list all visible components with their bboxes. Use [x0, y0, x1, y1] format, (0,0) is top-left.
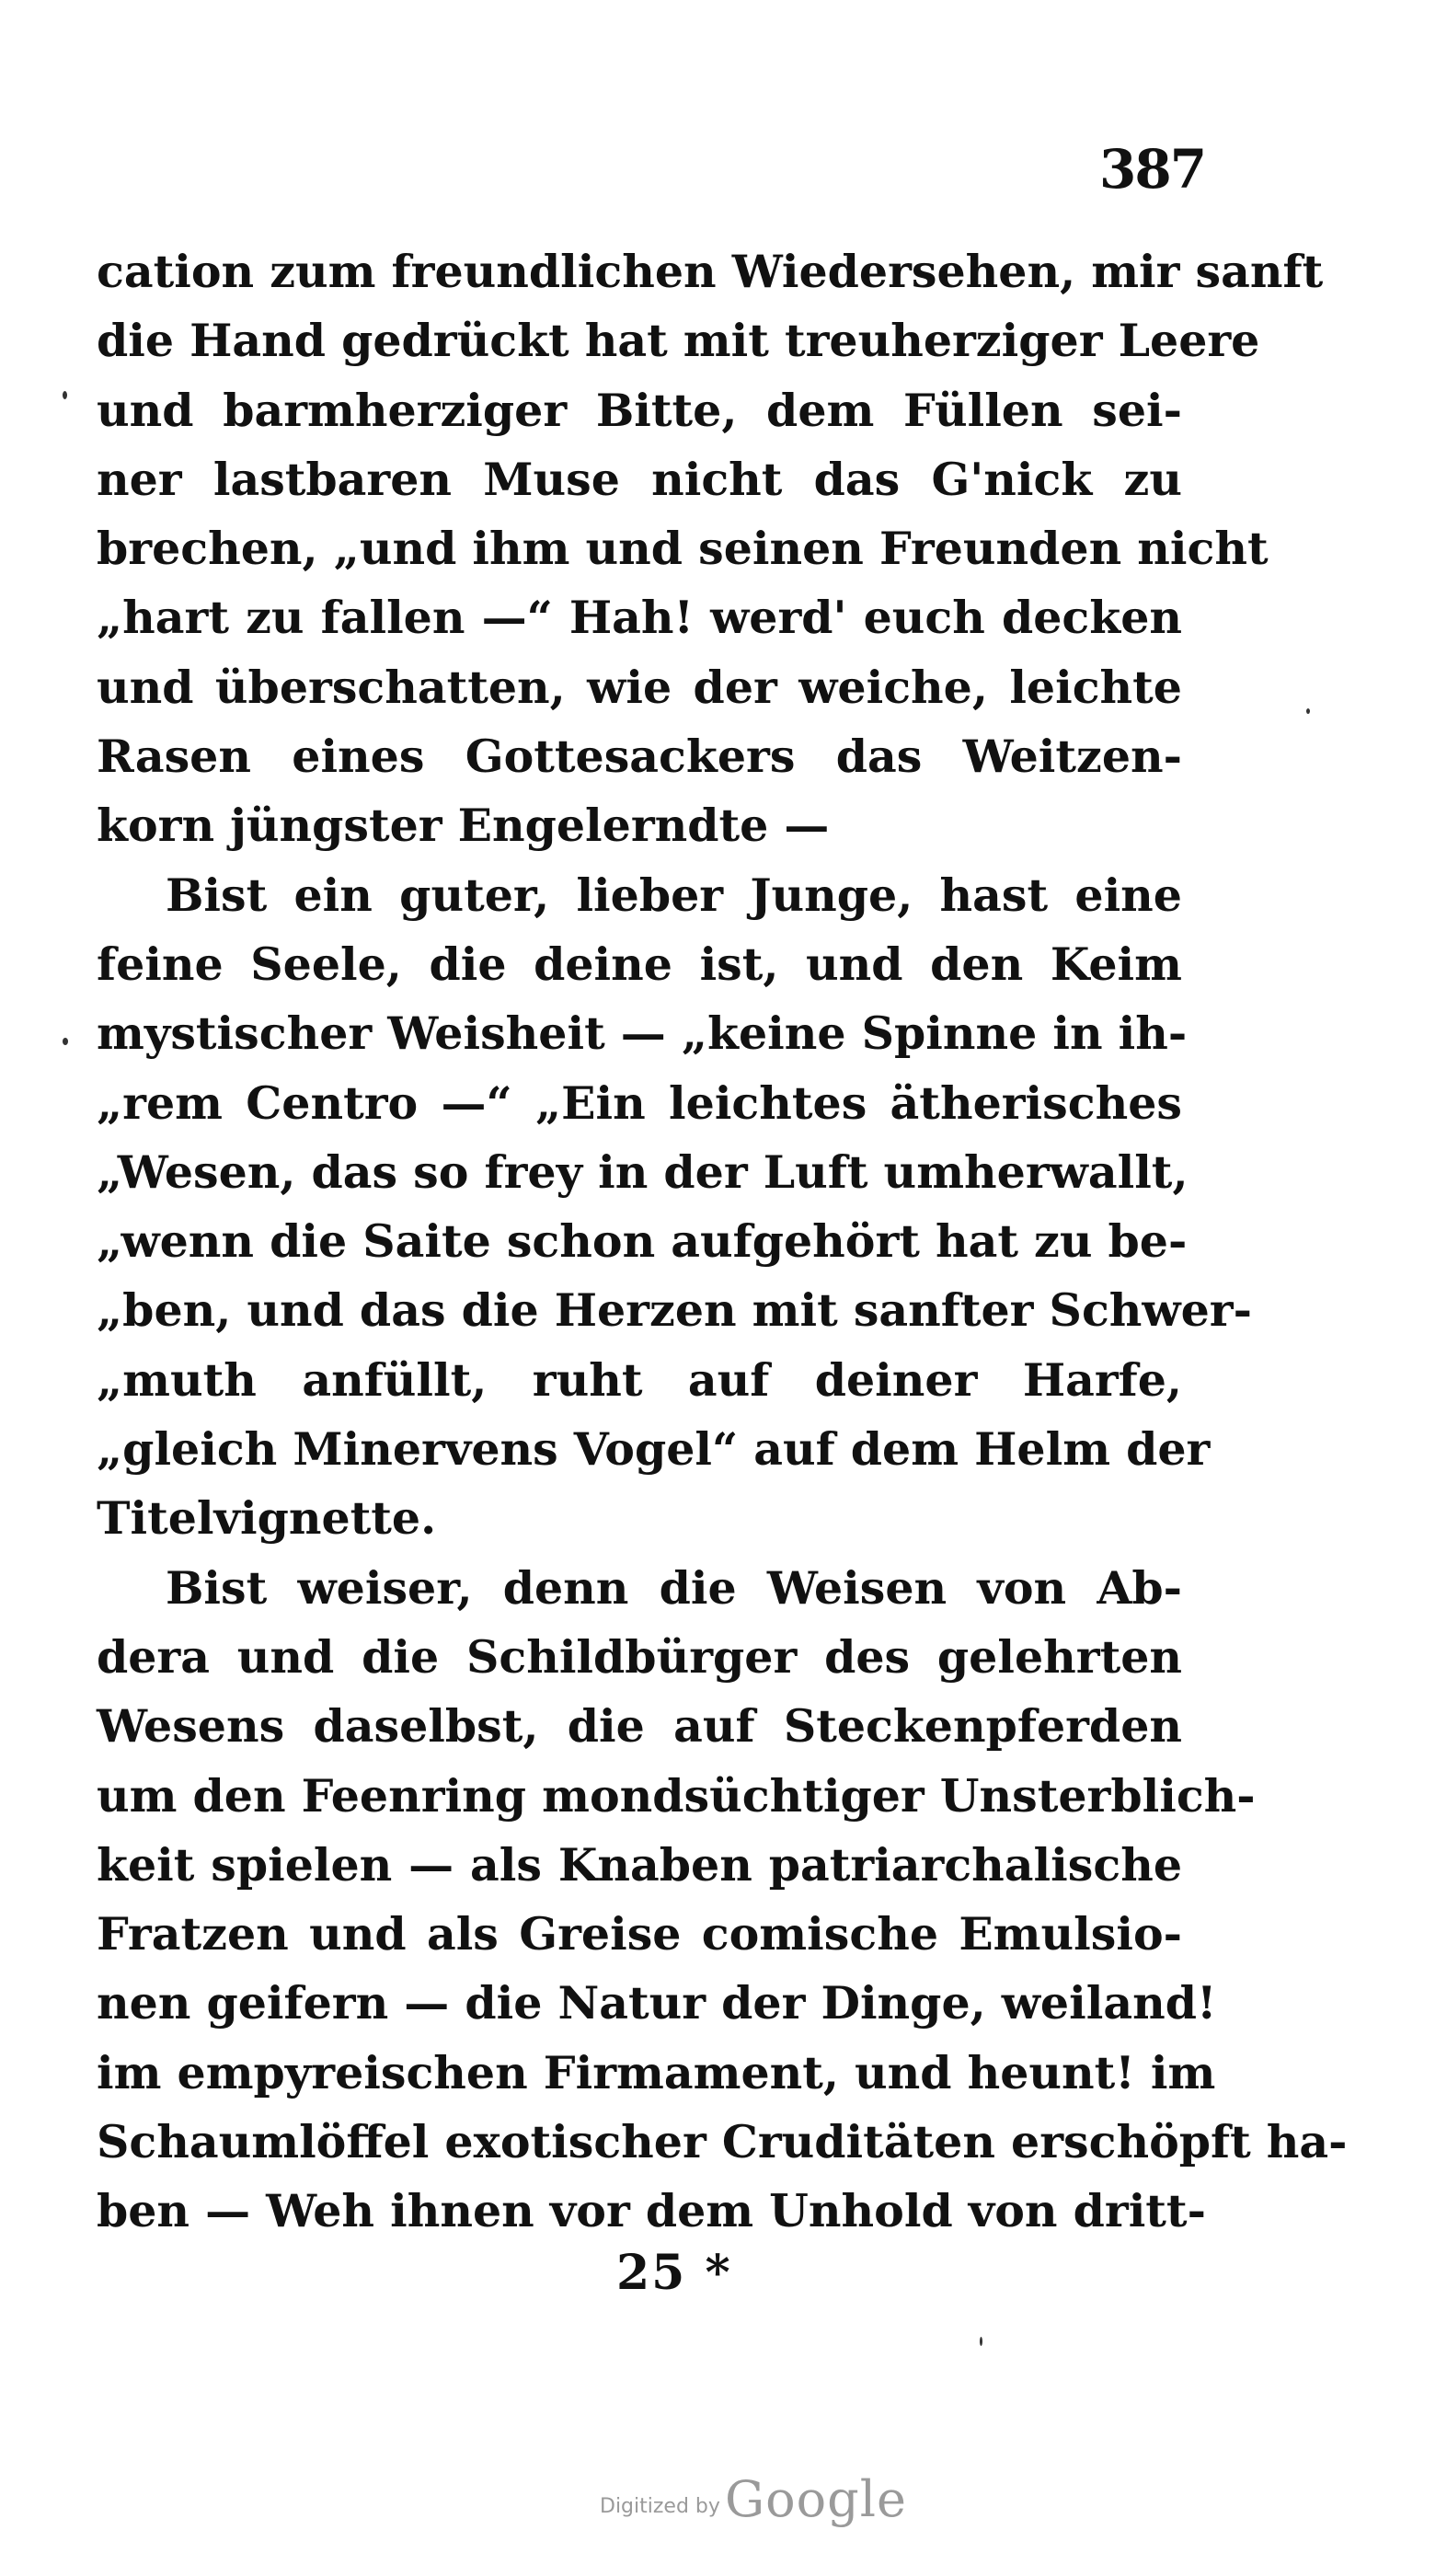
text-line: feine Seele, die deine ist, und den Keim	[97, 937, 1182, 991]
scan-speck	[63, 1038, 68, 1045]
text-line: ben — Weh ihnen vor dem Unhold von dritt-	[97, 2184, 1206, 2238]
text-line: keit spielen — als Knaben patriarchalische	[97, 1837, 1182, 1892]
signature-mark: 25 *	[616, 2245, 732, 2301]
text-line: die Hand gedrückt hat mit treuherziger Leere	[97, 314, 1260, 368]
text-line: Wesens daselbst, die auf Steckenpferden	[97, 1699, 1182, 1754]
text-line: „rem Centro —“ „Ein leichtes ätherisches	[97, 1075, 1182, 1130]
text-line: mystischer Weisheit — „keine Spinne in ih-	[97, 1006, 1188, 1061]
text-line: und barmherziger Bitte, dem Füllen sei-	[97, 383, 1182, 437]
text-line: Titelvignette.	[97, 1491, 437, 1546]
text-line: brechen, „und ihm und seinen Freunden nicht	[97, 522, 1269, 576]
page-number: 387	[1099, 138, 1206, 201]
text-line: „ben, und das die Herzen mit sanfter Schwer-	[97, 1283, 1252, 1338]
text-line: „wenn die Saite schon aufgehört hat zu be-	[97, 1214, 1188, 1269]
text-line: nen geifern — die Natur der Dinge, weiland!	[97, 1976, 1217, 2030]
watermark-prefix: Digitized by	[600, 2495, 720, 2518]
google-logo: Google	[725, 2470, 907, 2528]
text-block	[97, 237, 1348, 2247]
text-line: Bist ein guter, lieber Junge, hast eine	[166, 868, 1182, 922]
text-line: Fratzen und als Greise comische Emulsio-	[97, 1907, 1182, 1961]
text-line: cation zum freundlichen Wiedersehen, mir sanft	[97, 245, 1324, 298]
text-line: „Wesen, das so frey in der Luft umherwallt,	[97, 1144, 1189, 1199]
text-line: „muth anfüllt, ruht auf deiner Harfe,	[97, 1352, 1182, 1407]
text-line: im empyreischen Firmament, und heunt! im	[97, 2045, 1216, 2099]
text-line: um den Feenring mondsüchtiger Unsterblich-	[97, 1768, 1256, 1823]
text-line: ner lastbaren Muse nicht das G'nick zu	[97, 452, 1182, 506]
digitized-watermark	[600, 2470, 907, 2528]
text-line: Schaumlöffel exotischer Cruditäten erschöpft ha-	[97, 2115, 1348, 2169]
text-line: Bist weiser, denn die Weisen von Ab-	[166, 1560, 1182, 1615]
text-line: korn jüngster Engelerndte —	[97, 799, 830, 853]
text-line: dera und die Schildbürger des gelehrten	[97, 1629, 1182, 1684]
text-line: „hart zu fallen —“ Hah! werd' euch decken	[97, 591, 1182, 645]
text-line: „gleich Minervens Vogel“ auf dem Helm der	[97, 1422, 1211, 1477]
scan-speck	[980, 2337, 982, 2346]
scan-speck	[63, 391, 67, 399]
text-line: Rasen eines Gottesackers das Weitzen-	[97, 730, 1182, 784]
scan-speck	[1306, 708, 1310, 714]
text-line: und überschatten, wie der weiche, leichte	[97, 660, 1182, 714]
